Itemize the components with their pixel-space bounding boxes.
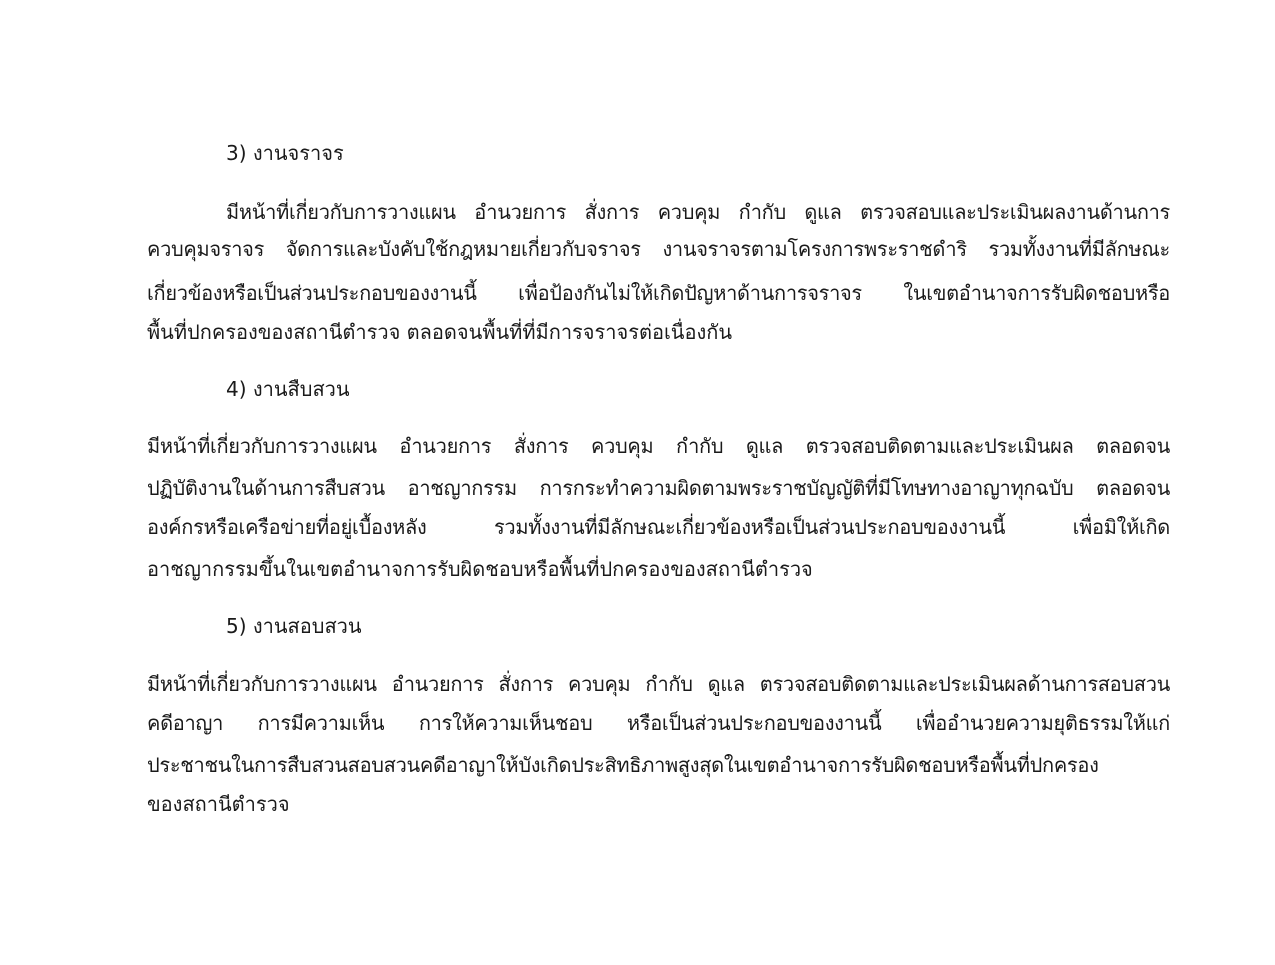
paragraph-line: อาชญากรรมขึ้นในเขตอำนาจการรับผิดชอบหรือพื้นที่ปกครองของสถานีตำรวจ (147, 557, 813, 581)
paragraph-line: องค์กรหรือเครือข่ายที่อยู่เบื้องหลัง รวมทั้งงานที่มีลักษณะเกี่ยวข้องหรือเป็นส่วนประกอบของงานนี้ เพื่อมิให้เกิด (147, 515, 1170, 539)
section-heading-investigation: 4) งานสืบสวน (226, 377, 350, 401)
section-heading-traffic: 3) งานจราจร (226, 141, 344, 165)
paragraph-line: ควบคุมจราจร จัดการและบังคับใช้กฎหมายเกี่ยวกับจราจร งานจราจรตามโครงการพระราชดำริ รวมทั้งงานที่มีลักษณะ (147, 237, 1170, 261)
paragraph-line: เกี่ยวข้องหรือเป็นส่วนประกอบของงานนี้ เพื่อป้องกันไม่ให้เกิดปัญหาด้านการจราจร ในเขตอำนาจการรับผิดชอบหรือ (147, 281, 1170, 305)
paragraph-line: ปฏิบัติงานในด้านการสืบสวน อาชญากรรม การกระทำความผิดตามพระราชบัญญัติที่มีโทษทางอาญาทุกฉบับ ตลอดจน (147, 476, 1170, 500)
paragraph-line: ประชาชนในการสืบสวนสอบสวนคดีอาญาให้บังเกิดประสิทธิภาพสูงสุดในเขตอำนาจการรับผิดชอบหรือพื้นที่ปกครอง (147, 753, 1099, 777)
section-heading-inquiry: 5) งานสอบสวน (226, 614, 362, 638)
paragraph-line: ของสถานีตำรวจ (147, 792, 290, 816)
paragraph-line: มีหน้าที่เกี่ยวกับการวางแผน อำนวยการ สั่งการ ควบคุม กำกับ ดูแล ตรวจสอบติดตามและประเมินผล ตลอดจน (147, 434, 1170, 458)
paragraph-line: มีหน้าที่เกี่ยวกับการวางแผน อำนวยการ สั่งการ ควบคุม กำกับ ดูแล ตรวจสอบและประเมินผลงานด้านการ (226, 200, 1170, 224)
paragraph-line: พื้นที่ปกครองของสถานีตำรวจ ตลอดจนพื้นที่ที่มีการจราจรต่อเนื่องกัน (147, 320, 733, 344)
paragraph-line: มีหน้าที่เกี่ยวกับการวางแผน อำนวยการ สั่งการ ควบคุม กำกับ ดูแล ตรวจสอบติดตามและประเมินผลด้านการสอบสวน (147, 672, 1170, 696)
paragraph-line: คดีอาญา การมีความเห็น การให้ความเห็นชอบ หรือเป็นส่วนประกอบของงานนี้ เพื่ออำนวยความยุติธรรมให้แก่ (147, 711, 1170, 735)
